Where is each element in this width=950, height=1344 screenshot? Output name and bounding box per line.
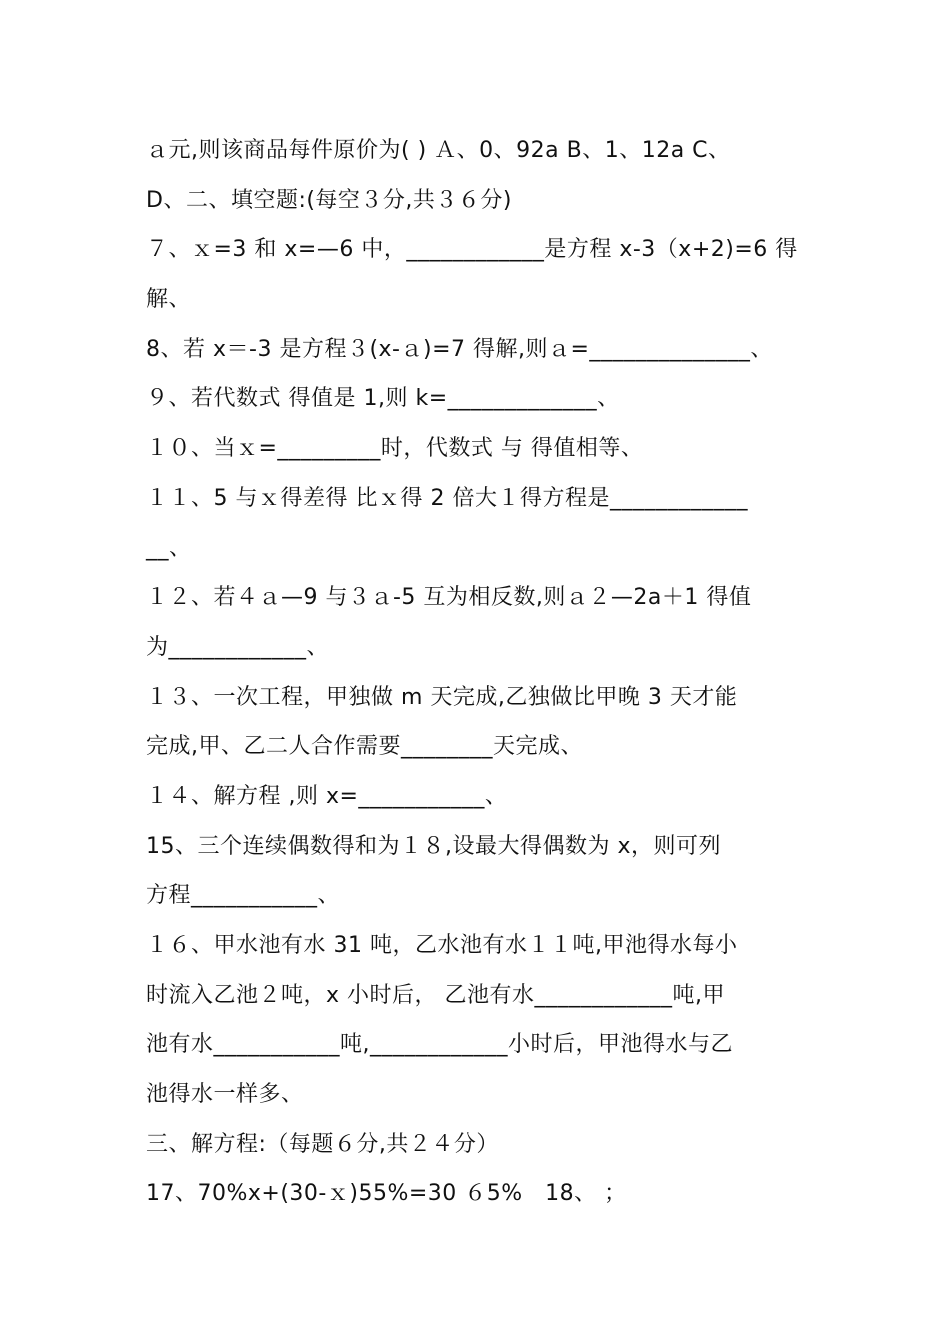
- text-line: １１、5 与ｘ得差得 比ｘ得 2 倍大１得方程是____________: [146, 485, 748, 511]
- text-line: １６、甲水池有水 31 吨，乙水池有水１１吨,甲池得水每小: [146, 933, 738, 958]
- text-line: １０、当ｘ=_________时，代数式 与 得值相等、: [146, 436, 644, 462]
- text-line: D、二、填空题:(每空３分,共３６分): [146, 187, 513, 213]
- text-line: 时流入乙池２吨，x 小时后， 乙池有水____________吨,甲: [146, 982, 726, 1008]
- text-line: ９、若代数式 得值是 1,则 k=_____________、: [146, 386, 620, 412]
- text-line: 三、解方程:（每题６分,共２４分）: [146, 1131, 499, 1157]
- text-line: 8、若 x＝-3 是方程３(x-ａ)=7 得解,则ａ=______________、: [146, 336, 773, 362]
- text-line: １３、一次工程，甲独做 m 天完成,乙独做比甲晚 3 天才能: [146, 684, 738, 710]
- exam-text-lines: [146, 126, 806, 1219]
- text-line: 完成,甲、乙二人合作需要________天完成、: [146, 734, 583, 760]
- text-line: ７、ｘ=3 和 x=—6 中，____________是方程 x-3（x+2)=6 得: [146, 237, 798, 263]
- text-line: １２、若４ａ—9 与３ａ-5 互为相反数,则ａ２—2a＋1 得值: [146, 585, 752, 611]
- text-line: 方程___________、: [146, 883, 341, 909]
- text-line: ａ元,则该商品每件原价为( ) Ａ、0、92a B、1、12a C、: [146, 138, 731, 163]
- text-line: 池得水一样多、: [146, 1082, 304, 1108]
- text-line: 15、三个连续偶数得和为１８,设最大得偶数为 x，则可列: [146, 833, 722, 859]
- text-line: 解、: [146, 287, 192, 313]
- text-line: 17、70%x+(30-ｘ)55%=30 ６5% 18、 ；: [146, 1181, 627, 1207]
- text-line: 为____________、: [146, 634, 330, 660]
- text-line: 池有水___________吨,____________小时后，甲池得水与乙: [146, 1032, 733, 1058]
- text-line: １４、解方程 ,则 x=___________、: [146, 783, 508, 809]
- text-line: __、: [146, 535, 192, 561]
